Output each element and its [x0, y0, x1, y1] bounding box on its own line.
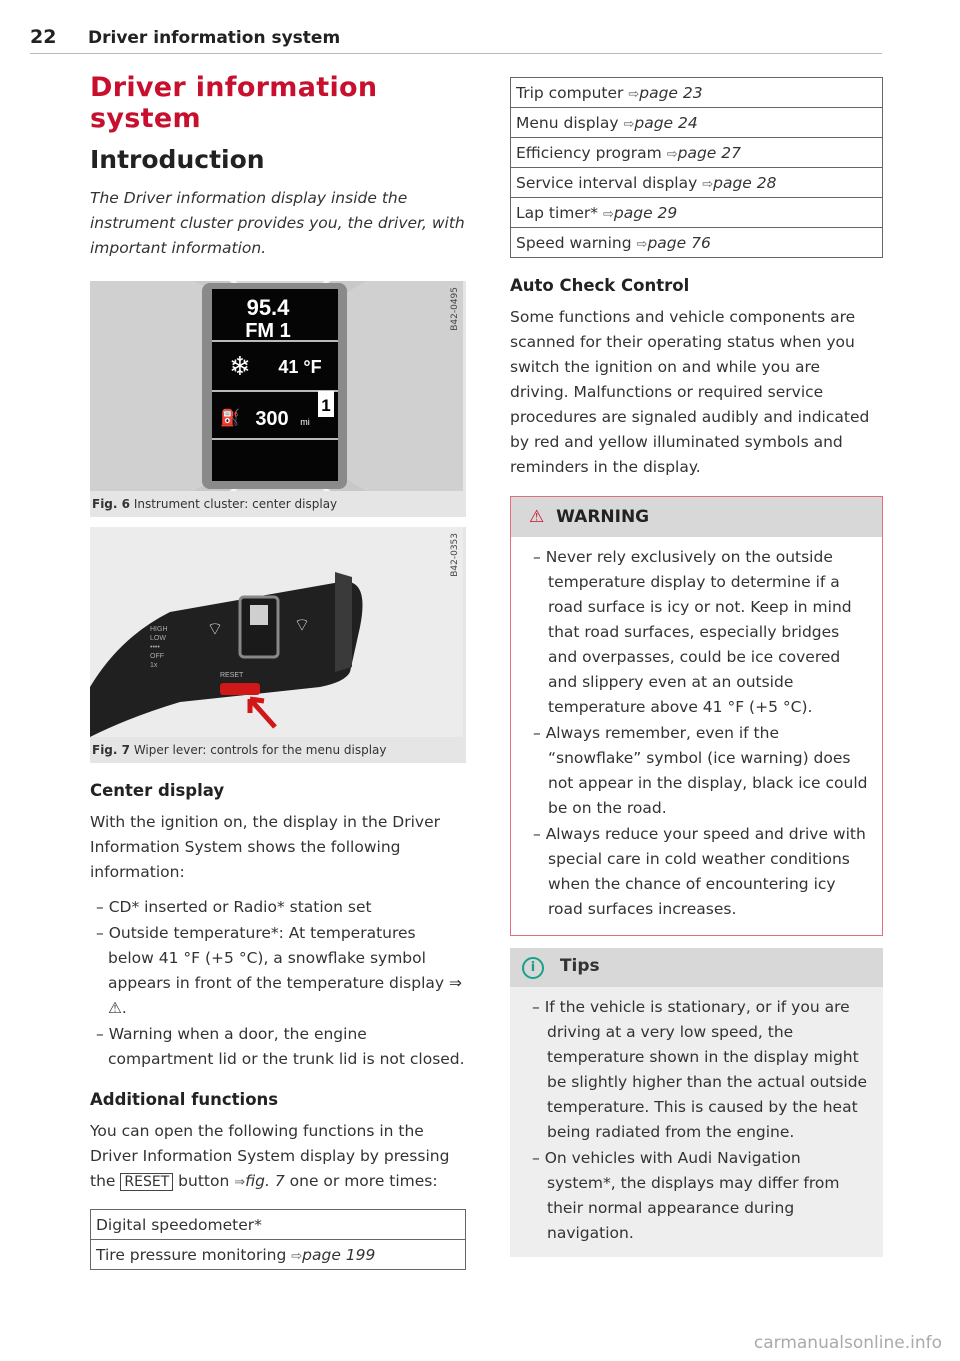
arrow-icon: ⇨ — [623, 116, 635, 132]
lever-label-off: OFF — [150, 653, 164, 660]
table-cell — [511, 78, 883, 108]
arrow-icon: ⇨ — [602, 206, 614, 222]
arrow-icon: ⇨ — [666, 146, 678, 162]
table-row — [91, 1210, 466, 1240]
center-display-heading: Center display — [90, 781, 225, 800]
warning-triangle-icon: ⚠ — [529, 507, 545, 527]
list-item: – Always remember, even if the “snowflake” symbol (ice warning) does not appear in the display, black ice could be on the road. — [521, 721, 872, 821]
fuel-pump-icon: ⛽ — [220, 408, 240, 427]
warning-box — [510, 496, 883, 936]
right-column — [510, 77, 883, 1257]
table-row — [511, 168, 883, 198]
page-link[interactable]: page 28 — [713, 173, 777, 192]
figure-6-code: B42-0495 — [450, 287, 460, 331]
wiper-lever-illustration — [90, 527, 463, 737]
display-band: FM 1 — [245, 320, 291, 342]
right-function-table — [510, 77, 883, 258]
left-column — [90, 72, 466, 1270]
display-frequency: 95.4 — [246, 295, 290, 320]
center-display-text: With the ignition on, the display in the Driver Information System shows the following information: — [90, 813, 440, 881]
warning-title: WARNING — [556, 507, 650, 527]
table-row — [511, 228, 883, 258]
figure-7-label: Fig. 7 — [92, 743, 130, 757]
list-item: – CD* inserted or Radio* station set — [90, 895, 466, 920]
figure-7-code: B42-0353 — [450, 533, 460, 577]
tips-box — [510, 948, 883, 1257]
display-range: 300 — [255, 408, 289, 430]
additional-text-before: You can open the following functions in the Driver Information System display by pressing the — [90, 1122, 450, 1190]
center-display-list — [90, 895, 466, 1072]
additional-text-end: one or more times: — [289, 1172, 438, 1190]
page-link[interactable]: page 27 — [677, 143, 741, 162]
table-cell — [91, 1240, 466, 1270]
instrument-cluster-image — [90, 281, 463, 491]
table-cell-text: Service interval display — [516, 173, 698, 192]
page-link[interactable]: page 76 — [647, 233, 711, 252]
figure-6 — [90, 281, 466, 517]
info-icon: i — [522, 957, 544, 979]
list-item: – Warning when a door, the engine compartment lid or the trunk lid is not closed. — [90, 1022, 466, 1072]
page-number: 22 — [30, 26, 57, 48]
wiper-icon-left: ⌔ — [206, 619, 224, 640]
table-cell — [511, 198, 883, 228]
tips-list — [510, 987, 883, 1257]
table-cell-text: Lap timer* — [516, 203, 599, 222]
lever-label-high: HIGH — [150, 626, 168, 633]
tips-title: Tips — [559, 956, 600, 976]
display-range-unit: mi — [300, 417, 310, 427]
additional-functions-heading: Additional functions — [90, 1090, 279, 1109]
warning-list — [511, 537, 882, 935]
warning-header — [511, 497, 882, 537]
snowflake-icon: ❄ — [229, 352, 251, 382]
arrow-icon: ⇨ — [702, 176, 714, 192]
page-link[interactable]: page 29 — [613, 203, 678, 222]
arrow-icon: ⇨ — [636, 236, 648, 252]
table-cell-text: Tire pressure monitoring — [96, 1245, 287, 1264]
page-link[interactable]: page 23 — [639, 83, 703, 102]
lever-label-low: LOW — [150, 635, 166, 642]
list-item: – If the vehicle is stationary, or if you are driving at a very low speed, the temperature shown in the display might be slightly higher than the actual outside temperature. This is caused by the heat being radiated from the engine. — [520, 995, 873, 1145]
lever-label-reset: RESET — [220, 672, 244, 679]
figure-6-caption-text: Instrument cluster: center display — [133, 497, 338, 511]
intro-text: The Driver information display inside the instrument cluster provides you, the driver, with important information. — [90, 189, 465, 257]
table-cell — [511, 168, 883, 198]
figure-7-caption-text: Wiper lever: controls for the menu display — [133, 743, 387, 757]
list-item: – Never rely exclusively on the outside temperature display to determine if a road surface is icy or not. Keep in mind that road surfaces, especially bridges and overpasses, could be ice covered and slippery even at an outside temperature above 41 °F (+5 °C). — [521, 545, 872, 720]
list-item: – On vehicles with Audi Navigation system*, the displays may differ from their normal appearance during navigation. — [520, 1146, 873, 1246]
table-row — [511, 138, 883, 168]
page-link[interactable]: page 24 — [634, 113, 698, 132]
figure-link[interactable]: fig. 7 — [245, 1172, 285, 1190]
additional-functions-text — [90, 1119, 466, 1195]
table-row — [511, 78, 883, 108]
lever-label-1x: 1x — [150, 662, 158, 669]
arrow-icon: ⇨ — [291, 1248, 303, 1264]
figure-6-label: Fig. 6 — [92, 497, 130, 511]
reset-button-illustration — [220, 683, 260, 695]
figure-7-caption — [90, 737, 466, 763]
table-row — [91, 1240, 466, 1270]
intro-heading: Introduction — [90, 145, 265, 174]
arrow-icon: ⇒ — [234, 1175, 246, 1190]
instrument-cluster-illustration — [90, 281, 463, 491]
auto-check-text: Some functions and vehicle components are scanned for their operating status when you switch the ignition on and while you are driving. Malfunctions or required service procedures are signaled audibly and indicated by red and yellow illuminated symbols and reminders in the display. — [510, 308, 870, 476]
list-item: – Always reduce your speed and drive with special care in cold weather conditions when the chance of encountering icy road surfaces increases. — [521, 822, 872, 922]
reset-key: RESET — [120, 1173, 173, 1191]
additional-text-after: button — [178, 1172, 230, 1190]
auto-check-heading: Auto Check Control — [510, 276, 690, 295]
table-cell — [511, 108, 883, 138]
table-cell-text: Speed warning — [516, 233, 632, 252]
table-cell — [511, 138, 883, 168]
section-title: Driver information system — [88, 28, 341, 48]
chapter-title: Driver information system — [90, 72, 378, 134]
watermark: carmanualsonline.info — [753, 1333, 942, 1353]
wiper-icon-right: ⌔ — [293, 615, 311, 636]
table-row — [511, 198, 883, 228]
display-badge: 1 — [321, 396, 331, 415]
list-item: – Outside temperature*: At temperatures below 41 °F (+5 °C), a snowflake symbol appears in front of the temperature display ⇒ ⚠. — [90, 921, 466, 1021]
table-cell — [91, 1210, 466, 1240]
page-link[interactable]: page 199 — [302, 1245, 376, 1264]
page-header — [30, 24, 882, 54]
wiper-lever-image — [90, 527, 463, 737]
display-temperature: 41 °F — [278, 357, 322, 377]
table-cell-text: Efficiency program — [516, 143, 662, 162]
table-cell — [511, 228, 883, 258]
table-cell-text: Trip computer — [516, 83, 624, 102]
table-row — [511, 108, 883, 138]
tips-header — [510, 948, 883, 987]
arrow-icon: ⇨ — [628, 86, 640, 102]
table-cell-text: Menu display — [516, 113, 619, 132]
table-cell-text: Digital speedometer* — [96, 1215, 262, 1234]
left-function-table — [90, 1209, 466, 1270]
figure-6-caption — [90, 491, 466, 517]
figure-7 — [90, 527, 466, 763]
lever-label-dots: •••• — [150, 644, 160, 651]
